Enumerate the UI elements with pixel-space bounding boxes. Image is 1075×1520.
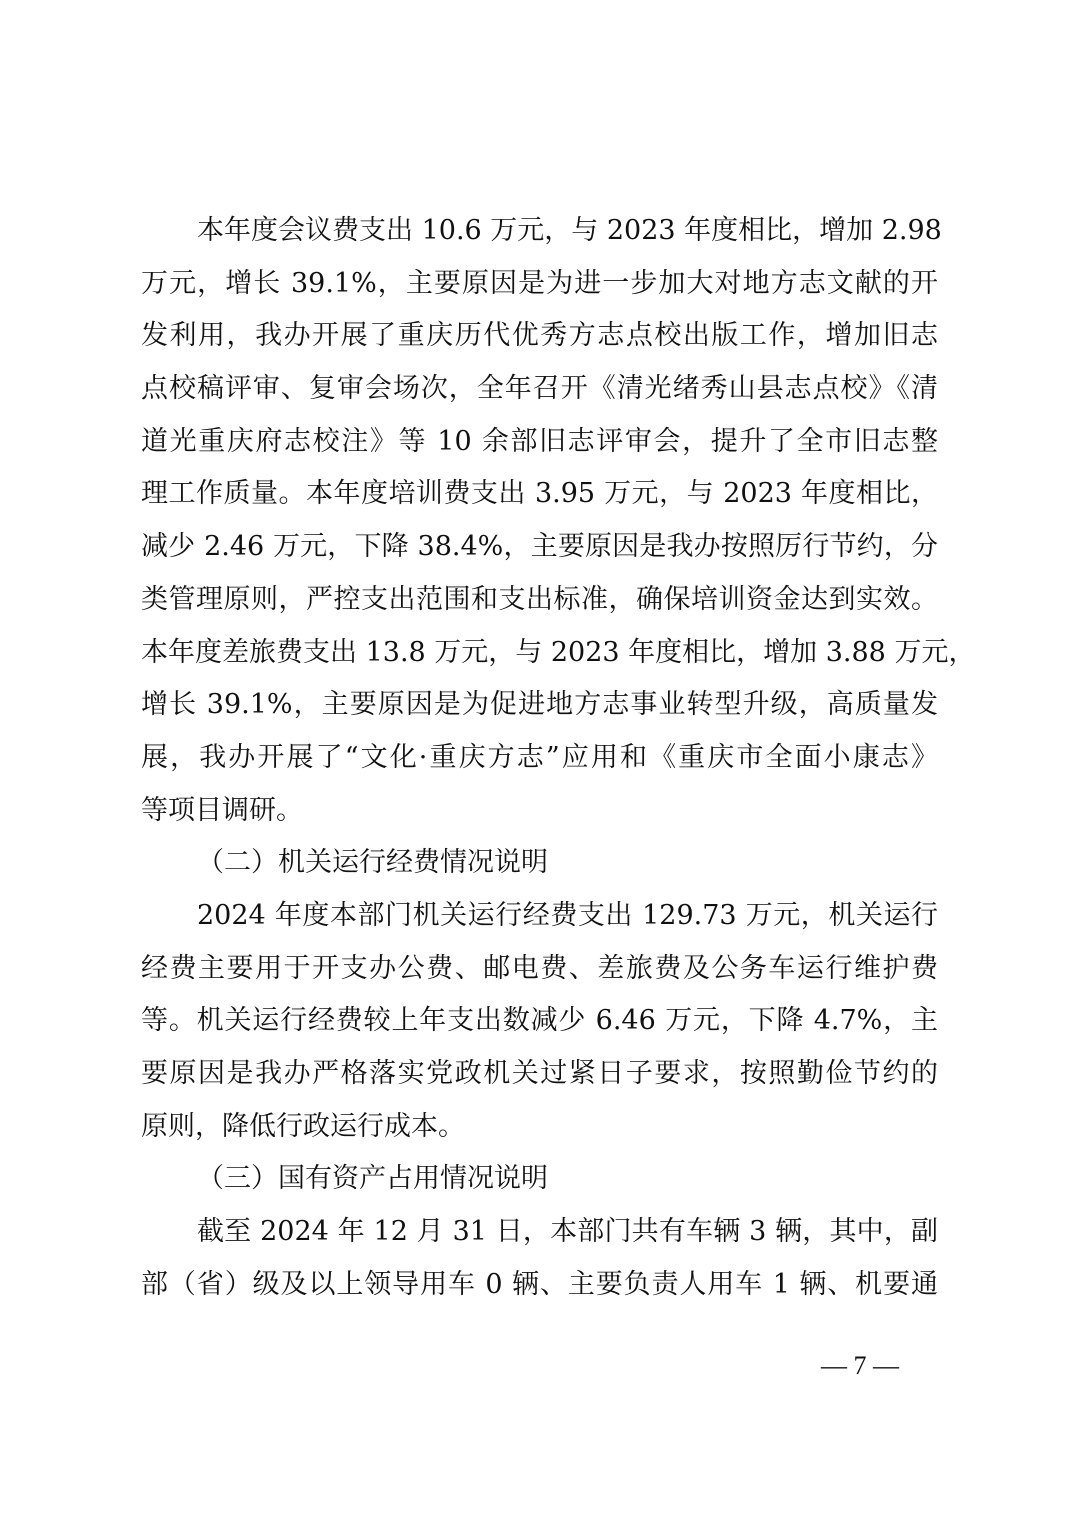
paragraph-state-assets [141,1206,938,1311]
paragraph-operating-costs [141,890,938,1153]
document-body [141,205,976,1311]
paragraph-line: 部（省）级及以上领导用车 0 辆、主要负责人用车 1 辆、机要通 [141,1268,938,1300]
paragraph-line: 2024 年度本部门机关运行经费支出 129.73 万元，机关运行 [197,899,938,931]
paragraph-line: 截至 2024 年 12 月 31 日，本部门共有车辆 3 辆，其中，副 [197,1216,938,1248]
page-number: — 7 — [821,1351,899,1380]
paragraph-line: 发利用，我办开展了重庆历代优秀方志点校出版工作，增加旧志 [141,320,938,352]
section-heading-state-assets: （三）国有资产占用情况说明 [197,1163,548,1195]
paragraph-line: 点校稿评审、复审会场次，全年召开《清光绪秀山县志点校》《清 [141,373,938,405]
paragraph-line: 减少 2.46 万元，下降 38.4%，主要原因是我办按照厉行节约，分 [141,531,938,563]
paragraph-line: 原则，降低行政运行成本。 [141,1110,465,1142]
paragraph-meeting-training-travel-costs [141,205,976,837]
paragraph-line: 本年度会议费支出 10.6 万元，与 2023 年度相比，增加 2.98 [197,215,942,246]
paragraph-line: 等。机关运行经费较上年支出数减少 6.46 万元，下降 4.7%，主 [141,1005,938,1037]
paragraph-line: 要原因是我办严格落实党政机关过紧日子要求，按照勤俭节约的 [141,1058,938,1089]
paragraph-line: 等项目调研。 [141,794,303,826]
paragraph-line: 增长 39.1%，主要原因是为促进地方志事业转型升级，高质量发 [141,689,938,721]
paragraph-line: 类管理原则，严控支出范围和支出标准，确保培训资金达到实效。 [141,583,938,615]
paragraph-line: 展，我办开展了“文化·重庆方志”应用和《重庆市全面小康志》 [141,741,938,773]
paragraph-line: 理工作质量。本年度培训费支出 3.95 万元，与 2023 年度相比， [141,478,938,510]
paragraph-line: 本年度差旅费支出 13.8 万元，与 2023 年度相比，增加 3.88 万元， [141,636,976,668]
paragraph-line: 经费主要用于开支办公费、邮电费、差旅费及公务车运行维护费 [141,952,938,984]
paragraph-line: 万元，增长 39.1%，主要原因是为进一步加大对地方志文献的开 [141,267,938,299]
paragraph-line: 道光重庆府志校注》等 10 余部旧志评审会，提升了全市旧志整 [141,425,938,457]
section-heading-operating-costs: （二）机关运行经费情况说明 [197,847,548,879]
